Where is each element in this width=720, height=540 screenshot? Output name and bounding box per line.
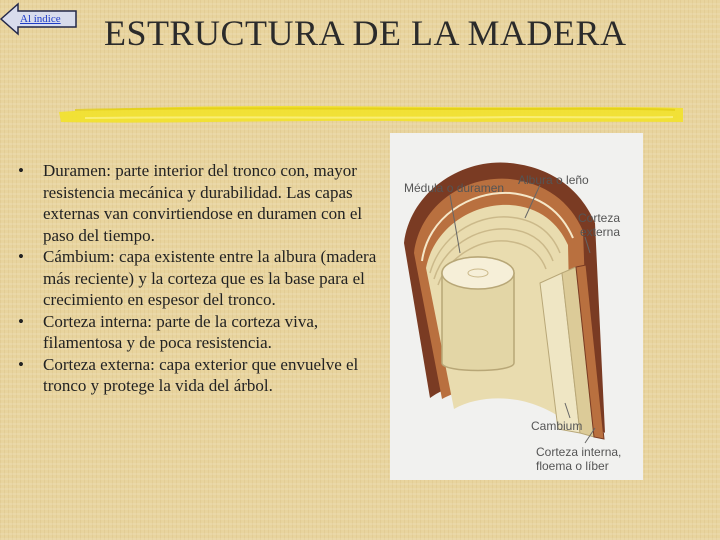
back-link-label[interactable]: Al índice: [20, 13, 61, 25]
label-corteza-externa-1: Corteza: [578, 211, 621, 225]
bullet-text: Cámbium: capa existente entre la albura (madera más reciente) y la corteza que es la base para el crecimiento en espesor del tronco.: [43, 247, 377, 309]
bullet-text: Duramen: parte interior del tronco con, mayor resistencia mecánica y durabilidad. Las capas externas van convirtiendose en duramen con el paso del tiempo.: [43, 161, 363, 245]
bullet-item-corteza-externa: • Corteza externa: capa exterior que envuelve el tronco y protege la vida del árbol.: [18, 354, 359, 395]
bullet-item-cambium: • Cámbium: capa existente entre la albura (madera más reciente) y la corteza que es la base para el crecimiento en espesor del tronco.: [18, 247, 377, 309]
label-cambium: Cambium: [531, 419, 583, 433]
bullet-text: Corteza interna: parte de la corteza viva, filamentosa y de poca resistencia.: [43, 311, 319, 352]
label-corteza-interna-2: floema o líber: [536, 459, 609, 473]
bullet-item-corteza-interna: • Corteza interna: parte de la corteza viva, filamentosa y de poca resistencia.: [18, 311, 319, 352]
back-to-index-link[interactable]: [0, 2, 78, 36]
trunk-structure-illustration: [390, 133, 643, 480]
label-corteza-interna-1: Corteza interna,: [536, 445, 622, 459]
bullet-text: Corteza externa: capa exterior que envuelve el tronco y protege la vida del árbol.: [43, 354, 359, 395]
highlighter-divider: [55, 98, 687, 130]
label-corteza-externa-2: externa: [580, 225, 621, 239]
bullet-list-container: [18, 160, 396, 397]
label-albura: Albura o leño: [518, 173, 589, 187]
page-title: ESTRUCTURA DE LA MADERA: [104, 13, 627, 53]
bullet-list: [18, 160, 396, 397]
label-medula: Médula o duramen: [404, 181, 505, 195]
bullet-item-duramen: • Duramen: parte interior del tronco con, mayor resistencia mecánica y durabilidad. Las capas externas van convirtiendose en duramen con el paso del tiempo.: [18, 161, 363, 245]
